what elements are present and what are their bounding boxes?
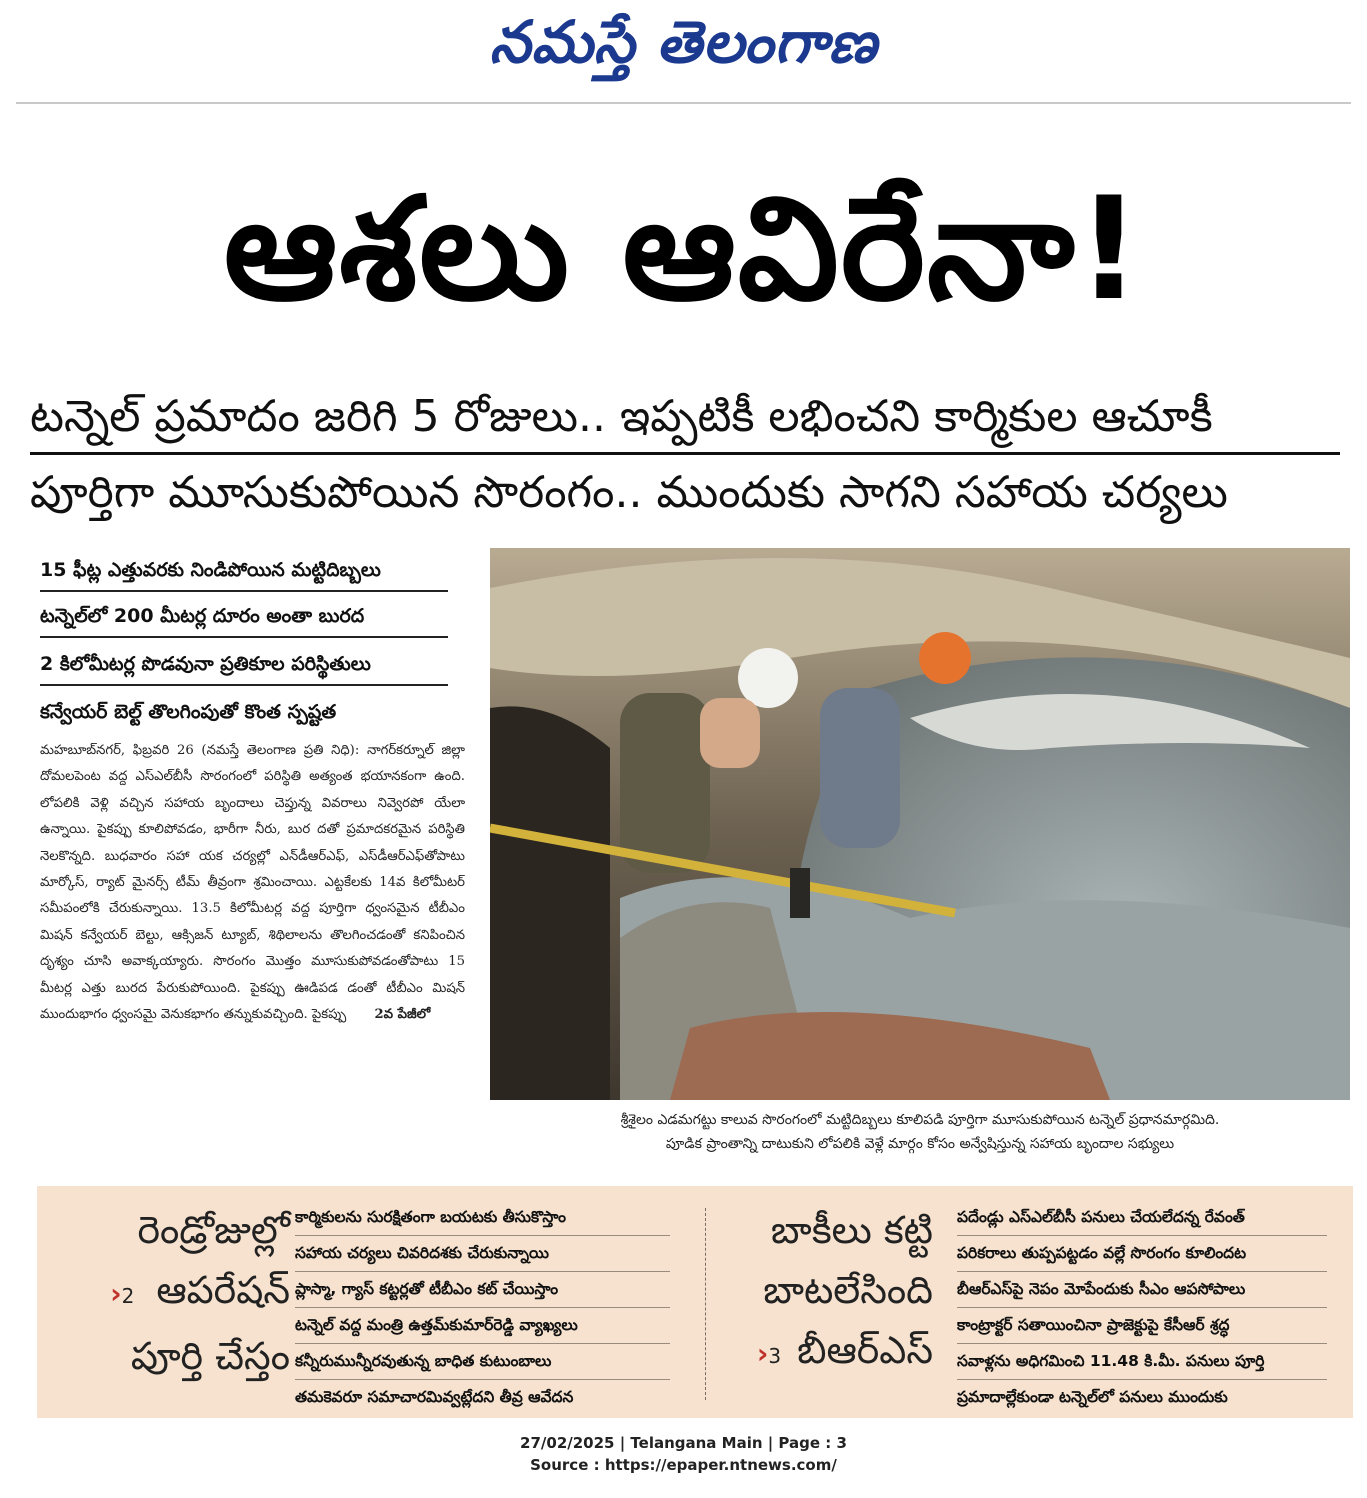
right-title-line-2: బాటలేసింది [763, 1268, 933, 1312]
list-item: టన్నెల్ వద్ద మంత్రి ఉత్తమ్‌కుమార్‌రెడ్డి వ్యాఖ్యలు [295, 1308, 670, 1344]
list-item: తమకెవరూ సమాచారమివ్వట్లేదని తీవ్ర ఆవేదన [295, 1388, 574, 1406]
list-item: పదేండ్లు ఎస్‌ఎల్‌బీసీ పనులు చేయలేదన్న రేవంత్ [957, 1200, 1327, 1236]
highlight-4: కన్వేయర్ బెల్ట్ తొలగింపుతో కొంత స్పష్టత [40, 701, 337, 723]
caption-line-1: శ్రీశైలం ఎడమగట్టు కాలువ సొరంగంలో మట్టిదిబ్బలు కూలిపడి పూర్తిగా మూసుకుపోయిన టన్నెల్ ప్రధానమార్గమిది. [620, 1112, 1220, 1128]
panel-divider [705, 1208, 706, 1400]
right-story-title[interactable] [721, 1200, 933, 1386]
left-story-list [295, 1200, 670, 1415]
list-item: సవాళ్లను అధిగమించి 11.48 కి.మీ. పనులు పూర్తి [957, 1344, 1327, 1380]
chevron-right-icon: › [110, 1277, 122, 1310]
tunnel-photo-image [490, 548, 1350, 1100]
chevron-right-icon: › [756, 1337, 769, 1370]
subheadline-divider [30, 452, 1340, 455]
headline: ఆశలు ఆవిరేనా! [223, 167, 1144, 332]
highlight-3: 2 కిలోమీటర్ల పొడవునా ప్రతికూల పరిస్థితులు [40, 644, 448, 686]
list-item: బీఆర్‌ఎస్‌పై నెపం మోపేందుకు సీఎం ఆపసోపాలు [957, 1272, 1327, 1308]
photo-caption [490, 1108, 1350, 1156]
left-title-line-3: పూర్తి చేస్తం [130, 1334, 290, 1378]
page-footer [0, 1432, 1367, 1476]
newspaper-logo: నమస్తే తెలంగాణ [489, 8, 878, 76]
subheadline-2: పూర్తిగా మూసుకుపోయిన సొరంగం.. ముందుకు సాగని సహాయ చర్యలు [30, 467, 1228, 518]
right-title-line-3-row [721, 1320, 933, 1386]
article-body [40, 738, 465, 1028]
right-title-line-3: బీఆర్‌ఎస్ [797, 1328, 933, 1372]
masthead-divider [16, 102, 1351, 104]
list-item: సహాయ చర్యలు చివరిదశకు చేరుకున్నాయి [295, 1236, 670, 1272]
highlight-2: టన్నెల్‌లో 200 మీటర్ల దూరం అంతా బురద [40, 596, 448, 638]
related-stories-panel [37, 1186, 1353, 1418]
right-title-line-1: బాకీలు కట్టి [770, 1208, 933, 1252]
tunnel-photo [490, 548, 1350, 1100]
left-title-line-2: ఆపరేషన్ [156, 1268, 290, 1312]
highlight-1: 15 ఫీట్ల ఎత్తువరకు నిండిపోయిన మట్టిదిబ్బలు [40, 550, 448, 592]
list-item: పరికరాలు తుప్పపట్టడం వల్లే సొరంగం కూలిందట [957, 1236, 1327, 1272]
masthead [0, 0, 1367, 100]
list-item: ప్రమాదాల్లేకుండా టన్నెల్‌లో పనులు ముందుకు [957, 1388, 1228, 1406]
left-story-title[interactable] [65, 1200, 290, 1386]
continued-link[interactable]: 2వ పేజీలో [374, 1007, 431, 1023]
subheadline-1: టన్నెల్ ప్రమాదం జరిగి 5 రోజులు.. ఇప్పటికీ లభించని కార్మికుల ఆచూకీ [30, 391, 1213, 442]
left-page-ref: 2 [121, 1284, 135, 1308]
left-title-line-2-row [65, 1260, 290, 1326]
footer-date-page: 27/02/2025 | Telangana Main | Page : 3 [520, 1434, 847, 1452]
caption-line-2: పూడిక ప్రాంతాన్ని దాటుకుని లోపలికి వెళ్లే మార్గం కోసం అన్వేషిస్తున్న సహాయ బృందాల సభ్యులు [665, 1136, 1175, 1152]
list-item: కాంట్రాక్టర్ సతాయించినా ప్రాజెక్టుపై కేసీఆర్ శ్రద్ధ [957, 1308, 1327, 1344]
footer-source-link[interactable]: Source : https://epaper.ntnews.com/ [530, 1456, 837, 1474]
right-story-list [957, 1200, 1327, 1415]
article-text: మహబూబ్‌నగర్, ఫిబ్రవరి 26 (నమస్తే తెలంగాణ ప్రతి నిధి): నాగర్‌కర్నూల్ జిల్లా దోమలపెంట వద్ద ఎస్‌ఎల్‌బీసీ సొరంగంలో పరిస్థితి అత్యంత భయానకంగా ఉంది. లోపలికి వెళ్లి వచ్చిన సహాయ బృందాలు చెప్తున్న వివరాలు నివ్వెరపో యేలా ఉన్నాయి. పైకప్పు కూలిపోవడం, భారీగా నీరు, బుర దతో ప్రమాదకరమైన పరిస్థితి నెలకొన్నది. బుధవారం సహా యక చర్యల్లో ఎన్‌డీఆర్‌ఎఫ్, ఎస్‌డీఆర్‌ఎఫ్‌తోపాటు మార్కోస్, ర్యాట్ మైనర్స్ టీమ్ తీవ్రంగా శ్రమించాయి. ఎట్టకేలకు 14వ కిలోమీటర్ సమీపంలోకి చేరుకున్నాయి. 13.5 కిలోమీటర్ల వద్ద పూర్తిగా ధ్వంసమైన టీబీఎం మిషన్ కన్వేయర్ బెల్టు, ఆక్సిజన్ ట్యూబ్, శిథిలాలను తొలగించడంతో కనిపించిన దృశ్యం చూసి అవాక్కయ్యారు. సొరంగం మొత్తం మూసుకుపోవడంతోపాటు 15 మీటర్ల ఎత్తు బురద పేరుకుపోయింది. పైకప్పు ఊడిపడ డంతో టీబీఎం మిషన్ ముందుభాగం ధ్వంసమై వెనుకభాగం తన్నుకువచ్చింది. పైకప్పు [40, 743, 465, 1023]
right-page-ref: 3 [768, 1344, 782, 1368]
left-title-line-1: రెండ్రోజుల్లో [137, 1208, 290, 1252]
list-item: కార్మికులను సురక్షితంగా బయటకు తీసుకొస్తాం [295, 1200, 670, 1236]
list-item: ప్లాస్మా, గ్యాస్ కట్టర్లతో టీబీఎం కట్ చేయిస్తాం [295, 1272, 670, 1308]
list-item: కన్నీరుమున్నీరవుతున్న బాధిత కుటుంబాలు [295, 1344, 670, 1380]
